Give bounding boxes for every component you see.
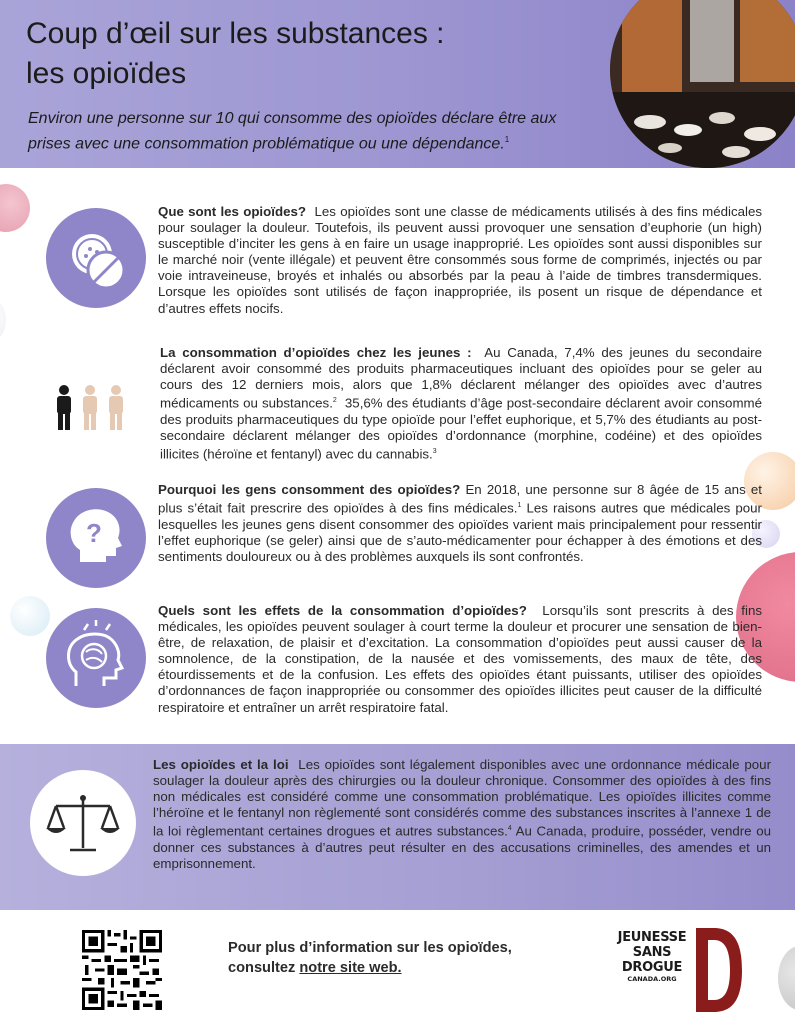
header-band (0, 0, 795, 168)
pills-photo (610, 0, 795, 168)
section-why-body-2: Les raisons autres que médicales pour lesquelles les jeunes gens disent consommer des opioïdes varient mais principalement pour ressentir l’effet euphorique (se geler) ainsi que de s’auto-médicamenter pour échapper à des émotions et des sentiments douloureux ou à des problèmes auxquels ils sont confrontés. (158, 500, 762, 564)
logo-word-1: JEUNESSE (617, 930, 687, 945)
pills-icon-circle (46, 208, 146, 308)
svg-text:?: ? (86, 518, 102, 548)
pills-icon (46, 208, 146, 308)
qr-code-art (82, 930, 162, 1010)
section-why-ref-1: 1 (517, 502, 522, 510)
subtitle-footnote: 1 (504, 135, 510, 144)
section-why-body-1: En 2018, une personne sur 8 âgée de 15 ans et plus s’était fait prescrire des opioïdes à des fins médicales. (158, 482, 762, 516)
section-youth-heading: La consommation d’opioïdes chez les jeunes : (160, 345, 472, 360)
logo-wordmark (612, 930, 692, 983)
subtitle-text: Environ une personne sur 10 qui consomme des opioïdes déclare être aux prises avec une consommation problématique ou une dépendance. (28, 110, 557, 153)
section-effects-heading: Quels sont les effets de la consommation d’opioïdes? (158, 603, 527, 618)
section-why (158, 482, 762, 565)
footer-line-2-prefix: consultez (228, 960, 300, 976)
scales-icon-circle (30, 770, 136, 876)
section-effects-body: Lorsqu’ils sont prescrits à des fins médicales, les opioïdes peuvent soulager à court terme la douleur et procurer une sensation de bien-être, de relaxation, de plaisir et d’excitation. La consommation d’opioïdes peut aussi causer de la somnolence, de la constipation, de la nausée et des vomissements, des maux de tête, des étourdissements et de la confusion. Les effets des opioïdes étant puissants, utiliser des opioïdes d’ordonnances de façon inappropriée ou consommer des opioïdes illicites peut causer de la difficulté respiratoire et entraîner un arrêt respiratoire fatal. (158, 603, 762, 715)
title-line-2: les opioïdes (26, 57, 187, 90)
website-link[interactable]: notre site web. (299, 960, 402, 976)
jeunesse-sans-drogue-logo (612, 924, 748, 1016)
scales-icon (30, 770, 136, 876)
section-why-heading: Pourquoi les gens consomment des opioïdes? (158, 482, 461, 497)
page-subtitle (28, 108, 588, 154)
qr-code[interactable] (82, 930, 162, 1010)
logo-word-3: DROGUE (621, 960, 683, 975)
decor-bubble-pink-left (0, 184, 30, 232)
decor-bubble-grey-right (778, 946, 795, 1010)
section-youth-body-1: Au Canada, 7,4% des jeunes du secondaire déclarent avoir consommé des produits pharmaceutiques incluant des opioïdes pour se geler au cours des 12 derniers mois, alors que 1,8% déclarent mélanger des opioïdes avec d’autres médicaments ou substances. (160, 345, 762, 411)
title-line-1: Coup d’œil sur les substances : (26, 17, 445, 50)
logo-d-mark (692, 924, 744, 1016)
section-law (153, 757, 771, 872)
section-law-body-1: Les opioïdes sont légalement disponibles avec une ordonnance médicale pour soulager la douleur après des chirurgies ou la douleur chronique. Consommer des opioïdes à des fins non médicales est considéré comme une consommation problématique. Les opioïdes illicites comme l’héroïne et le fentanyl non règlementé sont considérés comme des substances inscrites à l’annexe 1 de la loi règlementant certaines drogues et autres substances. (153, 757, 771, 839)
page-title (26, 14, 586, 94)
section-what-heading: Que sont les opioïdes? (158, 204, 306, 219)
brain-icon (46, 608, 146, 708)
section-effects (158, 603, 762, 716)
decor-bubble-white-left (0, 300, 6, 340)
brain-icon-circle (46, 608, 146, 708)
section-youth-ref-1: 2 (332, 397, 337, 405)
head-question-icon (46, 488, 146, 588)
section-what-body: Les opioïdes sont une classe de médicaments utilisés à des fins médicales pour soulager la douleur. Toutefois, ils peuvent aussi provoquer une sensation d’euphorie (un high) susceptible d’inciter les gens à en faire un usage inapproprié. Les opioïdes sont aussi disponibles sur le marché noir (vente illégale) et peuvent être consommés sous forme de comprimés, injectés ou par voie intraveineuse, broyés et inhalés ou absorbés par la peau à l’aide de timbres transdermiques. Lorsque les opioïdes sont utilisés de façon inappropriée, ils posent un risque de dépendance et d’autres effets nocifs. (158, 204, 762, 316)
footer-info (228, 938, 588, 978)
section-youth-ref-2: 3 (432, 447, 437, 455)
pills-photo-art (610, 0, 795, 168)
people-icon-art (50, 385, 142, 431)
logo-site: CANADA.ORG (627, 975, 677, 983)
footer-line-2 (228, 958, 588, 978)
head-question-icon-circle (46, 488, 146, 588)
section-what (158, 204, 762, 317)
decor-bubble-blue-left (10, 596, 50, 636)
section-youth (160, 345, 762, 463)
section-law-ref-1: 4 (507, 825, 512, 833)
section-law-body-2: Au Canada, produire, posséder, vendre ou donner ces substances à d’autres peut résulter en des accusations criminelles, des amendes et un emprisonnement. (153, 823, 771, 871)
section-law-heading: Les opioïdes et la loi (153, 757, 289, 772)
people-icon (50, 385, 142, 431)
section-youth-body-2: 35,6% des étudiants d’âge post-secondaire déclarent avoir consommé des produits pharmaceutiques du type opioïde pour l’effet euphorique, et 5,7% des étudiants au post-secondaire déclarent mélanger des opioïdes d’ordonnance (morphine, codéine) et des opioïdes illicites (héroïne et fentanyl) avec du cannabis. (160, 395, 762, 462)
footer-line-1: Pour plus d’information sur les opioïdes, (228, 940, 512, 956)
logo-word-2: SANS (632, 945, 672, 960)
